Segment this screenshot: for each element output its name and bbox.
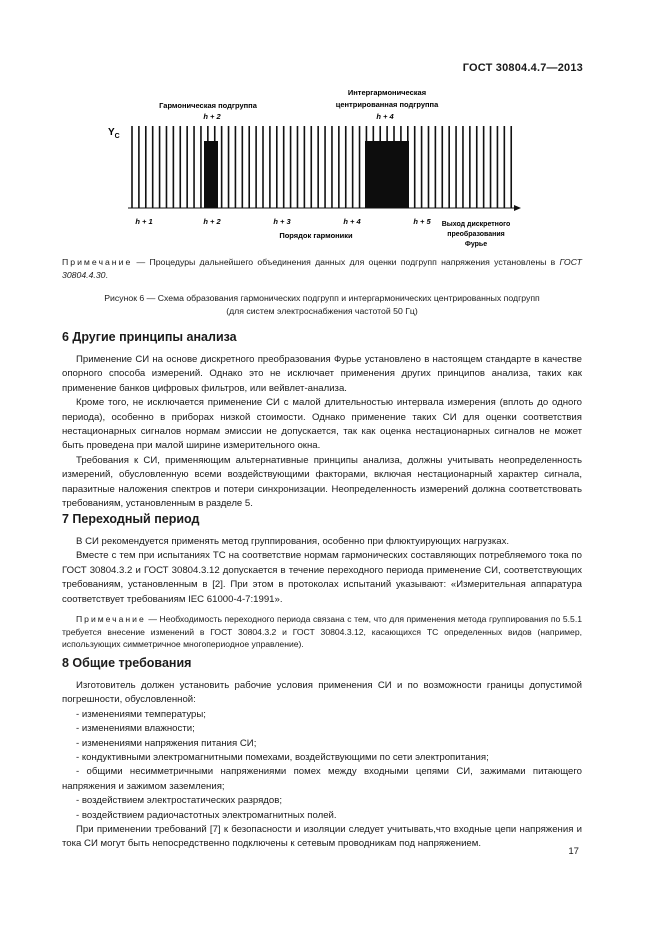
section-7-note-text: — Необходимость переходного периода связана с тем, что для применения метода группирования по 5.5.1 требуется внесение изменений в ГОСТ 30804.3.2 и ГОСТ 30804.3.12, касающихся ТС определенных видов (например, использующих симметричное многопериодное управление). [62,614,582,650]
note-label: Примечание [62,257,133,267]
caption-line-2: (для систем электроснабжения частотой 50 Гц) [226,305,418,316]
section-8-intro: Изготовитель должен установить рабочие условия применения СИ и по возможности границы допустимой погрешности, обусловленной: [62,680,582,706]
note-text: — Процедуры дальнейшего объединения данных для оценки подгрупп напряжения установлены в [132,257,560,267]
dft-output-label-3: Фурье [464,241,488,248]
section-8 [62,656,582,852]
y-axis-label: $Y_C$ [108,127,120,140]
standard-code: ГОСТ 30804.4.7—2013 [462,62,583,74]
x-axis-label: Порядок гармоники [279,231,353,240]
dft-output-label-2: преобразования [447,231,505,238]
section-8-closing: При применении требований [7] к безопасности и изоляции следует учитывать,что входные цепи напряжения и тока СИ могут быть непосредственно подключены к сетевым проводникам под напряжением. [62,824,582,850]
section-7-note-label: Примечание [76,614,146,625]
section-7-paragraph: Вместе с тем при испытаниях ТС на соответствие нормам гармонических составляющих потребляемого тока по ГОСТ 30804.3.2 и ГОСТ 30804.3.12 допускается в течение переходного периода применение СИ, соответствующих требованиям, установленным в [2]. При этом в протоколах испытаний указывают: «Измерительная аппаратура соответствует требованиям IEC 61000-4-7:1991». [62,550,582,605]
requirement-item: - воздействием электростатических разрядов; [76,795,282,807]
harmonic-subgroups-figure [100,88,580,248]
section-7 [62,512,582,651]
tick-label: h + 5 [413,217,431,226]
interharmonic-order: h + 4 [376,112,394,121]
section-6-paragraph: Требования к СИ, применяющим альтернативные принципы анализа, должны учитывать неопределенность измерений, обусловленную всеми воздействующими факторами, включая нестационарный характер сигнала, паразитные наложения спектров и потери синхронизации. Неопределенность измерений должна соответствовать требованиям, установленным в разделе 5. [62,454,582,510]
requirement-item: - изменениями напряжения питания СИ; [76,737,257,749]
page-number: 17 [568,846,579,857]
section-6-paragraph: Кроме того, не исключается применение СИ с малой длительностью интервала измерения (вплоть до одного периода), особенно в приборах низкой стоимости. Однако применение таких СИ для оценки соответствия нестационарных сигналов нормам эмиссии не допускается, так как оценка нестационарных сигналов не может быть проведена при малой ширине измерительного окна. [62,397,582,452]
requirement-item: - изменениями температуры; [76,708,206,720]
dft-output-label-1: Выход дискретного [441,221,511,228]
interharmonic-label-1: Интергармоническая [347,88,427,97]
note-end: . [105,270,108,280]
section-6-title: 6 Другие принципы анализа [62,330,237,344]
harmonic-order-ticks [135,217,431,226]
section-7-paragraph: В СИ рекомендуется применять метод группирования, особенно при флюктуирующих нагрузках. [76,536,510,547]
requirement-item: - кондуктивными электромагнитными помехами, воздействующими по сети электропитания; [76,752,489,764]
spectrum-bars [132,126,511,208]
x-axis-arrow [514,205,521,211]
harmonic-subgroup-order: h + 2 [203,112,221,121]
section-7-title: 7 Переходный период [62,512,200,526]
section-7-note [62,613,582,651]
section-6 [62,330,582,511]
tick-label: h + 4 [343,217,361,226]
requirement-item: - воздействием радиочастотных электромагнитных полей. [76,809,337,821]
note-reference: ГОСТ 30804.4.30 [62,257,582,280]
tick-label: h + 1 [135,217,153,226]
tick-label: h + 2 [203,217,221,226]
requirement-item: - общими несимметричными напряжениями помех между входными цепями СИ, зажимами питающего напряжения и зажимом заземления; [62,766,582,792]
interharmonic-label-2: центрированная подгруппа [335,100,439,109]
section-6-paragraph: Применение СИ на основе дискретного преобразования Фурье установлено в настоящем стандарте в качестве опорного способа измерений. Однако это не исключает применения других принципов анализа, таких как применение банков цифровых фильтров, или вейвлет-анализа. [62,354,582,394]
section-8-title: 8 Общие требования [62,656,192,670]
group-block [204,141,218,208]
group-block [365,141,409,208]
tick-label: h + 3 [273,217,291,226]
harmonic-subgroup-label: Гармоническая подгруппа [159,101,257,110]
requirement-item: - изменениями влажности; [76,723,195,735]
figure-note [62,256,582,282]
figure-caption [62,292,582,317]
caption-line-1: Рисунок 6 — Схема образования гармонических подгрупп и интергармонических центрированных подгрупп [104,293,540,303]
